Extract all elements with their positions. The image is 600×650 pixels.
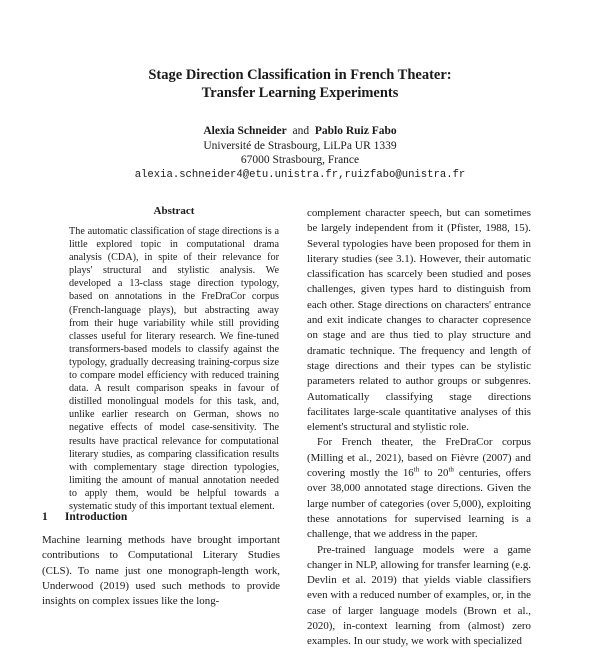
author-1: Alexia Schneider <box>203 125 287 137</box>
affiliation: Université de Strasbourg, LiLPa UR 1339 <box>203 139 397 152</box>
author-conjunction: and <box>292 125 310 137</box>
emails: alexia.schneider4@etu.unistra.fr,ruizfabo@unistra.fr <box>134 168 466 181</box>
abstract-text: The automatic classification of stage directions is a little explored topic in computational drama analysis (CDA), in spite of their relevance for plays' structural and stylistic analysis. We developed a 13-class stage direction typology, based on annotations in the FreDraCor corpus (French-language plays), but abstracting away from their huge variability while still providing classes useful for literary research. We fine-tuned transformers-based models to classify against the typology, gradually decreasing training-corpus size to compare model efficiency with reduced training data. A result comparison speaks in favour of distilled monolingual models for this task, and, unlike earlier research on German, shows no negative effects of model case-sensitivity. The results have practical relevance for computational literary studies, as comparing classification results with complementary stage direction typologies, limiting the amount of manual annotation needed to apply them, would be helpful towards a systematic study of this important textual element. <box>69 226 279 512</box>
address: 67000 Strasbourg, France <box>240 154 360 166</box>
right-paragraph-2 <box>307 435 531 542</box>
section-number: 1 <box>42 511 48 523</box>
right-paragraph-3: Pre-trained language models were a game changer in NLP, allowing for transfer learning (e.g. Devlin et al. 2019) that yields viable classifiers even with a reduced number of examples, or, in the case of larger language models (Brown et al., 2020), in-context learning from (almost) zero examples. In our study, we work with specialized <box>307 543 531 648</box>
right-column <box>307 206 531 650</box>
section-title: Introduction <box>64 511 128 523</box>
title-line-1: Stage Direction Classification in French Theater: <box>148 67 452 83</box>
para2-text-c: centuries, offers over 38,000 annotated stage directions. Given the large number of categories (over 5,000), exploiting these annotations for supervised learning is a challenge, that we address in the paper. <box>307 467 531 541</box>
right-paragraph-1: complement character speech, but can sometimes be largely independent from it (Pfister, 1988, 15). Several typologies have been proposed for them in literary studies (see 3.1). However, their automatic classification has scarcely been studied and poses challenges, given types hard to distinguish from each other. Stage directions on characters' entrance and exit indicate changes to character copresence on stage and are thus tied to play structure and dramatic technique. The frequency and length of stage directions and their types can be stylistic parameters related to author groups or subgenres. Automatically classifying stage directions facilitates large-scale quantitative analyses of this element's structural and stylistic role. <box>307 207 531 434</box>
title-line-2: Transfer Learning Experiments <box>201 85 399 101</box>
abstract-body <box>69 225 279 513</box>
section-heading-introduction <box>42 511 127 523</box>
superscript-th: th <box>413 465 420 474</box>
superscript-th: th <box>448 465 454 474</box>
para2-text-b: to 20 <box>419 467 449 480</box>
abstract-heading: Abstract <box>153 205 195 217</box>
paper-title <box>0 66 600 102</box>
author-block <box>0 124 600 182</box>
introduction-body <box>42 533 280 609</box>
author-2: Pablo Ruiz Fabo <box>314 125 397 137</box>
author-names <box>0 124 600 139</box>
para2-text-a: For French theater, the FreDraCor corpus (Milling et al., 2021), based on Fièvre (2007) and covering mostly the 16 <box>307 436 531 480</box>
intro-paragraph-1: Machine learning methods have brought important contributions to Computational Literary Studies (CLS). To name just one monograph-length work, Underwood (2019) used such methods to provide insights on complex issues like the long- <box>42 534 280 608</box>
